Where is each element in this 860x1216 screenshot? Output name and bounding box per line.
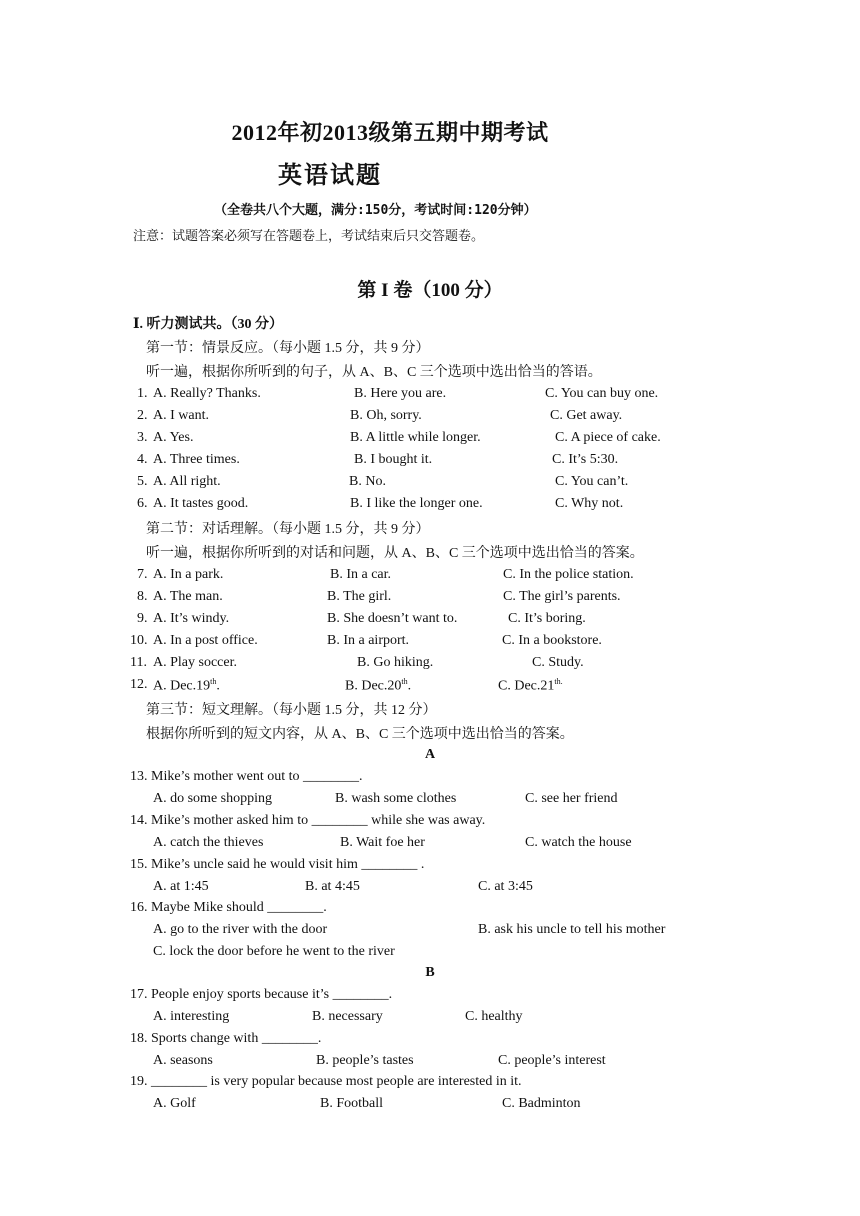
option-c — [498, 677, 563, 695]
option-a: A. catch the thieves — [153, 835, 264, 850]
option-c: C. It’s boring. — [508, 611, 586, 626]
option-a: A. It’s windy. — [153, 611, 230, 626]
option-b: B. people’s tastes — [316, 1053, 414, 1068]
option-c: C. You can buy one. — [545, 386, 659, 401]
option-a: A. Yes. — [153, 430, 194, 445]
option-a — [153, 677, 220, 695]
option-c: C. Get away. — [550, 408, 623, 423]
exam-subtitle: （全卷共八个大题，满分:150分，考试时间:120分钟） — [214, 203, 537, 218]
question-number: 9. — [137, 611, 148, 626]
passage-a-label: A — [424, 747, 436, 762]
option-a: A. go to the river with the door — [153, 922, 328, 937]
question-number: 8. — [137, 589, 148, 604]
option-b: B. I like the longer one. — [350, 496, 483, 511]
option-a: A. I want. — [153, 408, 209, 423]
option-c: C. healthy — [465, 1009, 523, 1024]
section-title: Ⅰ. 听力测试共。（30 分） — [133, 317, 284, 332]
option-a: A. In a post office. — [153, 633, 258, 648]
option-c: C. Study. — [532, 655, 584, 670]
sub2-instruction: 听一遍，根据你所听到的对话和问题，从 A、B、C 三个选项中选出恰当的答案。 — [146, 546, 644, 561]
question-number: 4. — [137, 452, 148, 467]
ordinal-suffix: th. — [554, 677, 563, 686]
question-stem: 15. Mike’s uncle said he would visit him ________ . — [130, 857, 425, 872]
sub1-instruction: 听一遍，根据你所听到的句子，从 A、B、C 三个选项中选出恰当的答语。 — [146, 365, 602, 380]
question-stem: 14. Mike’s mother asked him to ________ while she was away. — [130, 813, 486, 828]
sub1-heading: 第一节：情景反应。（每小题 1.5 分，共 9 分） — [146, 341, 430, 356]
option-b: B. In a airport. — [327, 633, 410, 648]
question-number: 5. — [137, 474, 148, 489]
option-a-text: A. Dec.19 — [153, 678, 211, 694]
option-c: C. watch the house — [525, 835, 632, 850]
ordinal-suffix: th — [401, 677, 408, 686]
question-number: 12. — [130, 677, 148, 692]
ordinal-suffix: th — [210, 677, 217, 686]
option-c: C. people’s interest — [498, 1053, 606, 1068]
option-c: C. It’s 5:30. — [552, 452, 619, 467]
option-b: B. necessary — [312, 1009, 383, 1024]
question-stem: 17. People enjoy sports because it’s ________. — [130, 987, 393, 1002]
option-b: B. The girl. — [327, 589, 392, 604]
option-a: A. In a park. — [153, 567, 224, 582]
option-a: A. All right. — [153, 474, 221, 489]
option-b: B. Football — [320, 1096, 384, 1111]
question-number: 6. — [137, 496, 148, 511]
option-b: B. Go hiking. — [357, 655, 434, 670]
option-a: A. interesting — [153, 1009, 230, 1024]
option-b: B. wash some clothes — [335, 791, 457, 806]
option-c: C. You can’t. — [555, 474, 629, 489]
option-a: A. It tastes good. — [153, 496, 249, 511]
passage-b-label: B — [425, 965, 435, 980]
option-a: A. Golf — [153, 1096, 196, 1111]
option-b: B. I bought it. — [354, 452, 433, 467]
option-b: B. Oh, sorry. — [350, 408, 422, 423]
option-b — [345, 677, 411, 695]
option-b: B. No. — [349, 474, 386, 489]
question-number: 11. — [130, 655, 147, 670]
option-a: A. Three times. — [153, 452, 240, 467]
option-c: C. The girl’s parents. — [503, 589, 621, 604]
option-b: B. Here you are. — [354, 386, 447, 401]
option-b: B. Wait foe her — [340, 835, 425, 850]
option-a-end: . — [216, 678, 220, 694]
question-stem: 18. Sports change with ________. — [130, 1031, 322, 1046]
option-c: C. at 3:45 — [478, 879, 533, 894]
option-a: A. Play soccer. — [153, 655, 237, 670]
question-number: 7. — [137, 567, 148, 582]
option-a: A. Really? Thanks. — [153, 386, 261, 401]
option-a: A. The man. — [153, 589, 223, 604]
option-c: C. Why not. — [555, 496, 624, 511]
question-stem: 16. Maybe Mike should ________. — [130, 900, 327, 915]
option-c: C. In the police station. — [503, 567, 634, 582]
option-c: C. see her friend — [525, 791, 618, 806]
sub3-heading: 第三节：短文理解。（每小题 1.5 分，共 12 分） — [146, 703, 437, 718]
question-number: 2. — [137, 408, 148, 423]
option-c-text: C. Dec.21 — [498, 678, 555, 694]
question-number: 10. — [130, 633, 148, 648]
option-a: A. seasons — [153, 1053, 213, 1068]
option-b-end: . — [407, 678, 412, 694]
question-number: 3. — [137, 430, 148, 445]
option-a: A. do some shopping — [153, 791, 272, 806]
question-number: 1. — [137, 386, 148, 401]
exam-notice: 注意：试题答案必须写在答题卷上，考试结束后只交答题卷。 — [133, 229, 485, 244]
sub3-instruction: 根据你所听到的短文内容，从 A、B、C 三个选项中选出恰当的答案。 — [146, 727, 574, 742]
option-b: B. ask his uncle to tell his mother — [478, 922, 666, 937]
option-c: C. lock the door before he went to the river — [153, 944, 395, 959]
option-b: B. at 4:45 — [305, 879, 360, 894]
option-a: A. at 1:45 — [153, 879, 209, 894]
option-b: B. In a car. — [330, 567, 392, 582]
question-stem: 19. ________ is very popular because most people are interested in it. — [130, 1074, 522, 1089]
part-title: 第 I 卷（100 分） — [357, 280, 503, 301]
sub2-heading: 第二节：对话理解。（每小题 1.5 分，共 9 分） — [146, 522, 430, 537]
question-stem: 13. Mike’s mother went out to ________. — [130, 769, 363, 784]
option-c: C. Badminton — [502, 1096, 581, 1111]
exam-subject: 英语试题 — [278, 163, 382, 189]
option-c: C. In a bookstore. — [502, 633, 602, 648]
option-c: C. A piece of cake. — [555, 430, 661, 445]
option-b: B. She doesn’t want to. — [327, 611, 458, 626]
option-b: B. A little while longer. — [350, 430, 481, 445]
exam-title: 2012年初2013级第五期中期考试 — [231, 120, 549, 145]
option-b-text: B. Dec.20 — [345, 678, 402, 694]
